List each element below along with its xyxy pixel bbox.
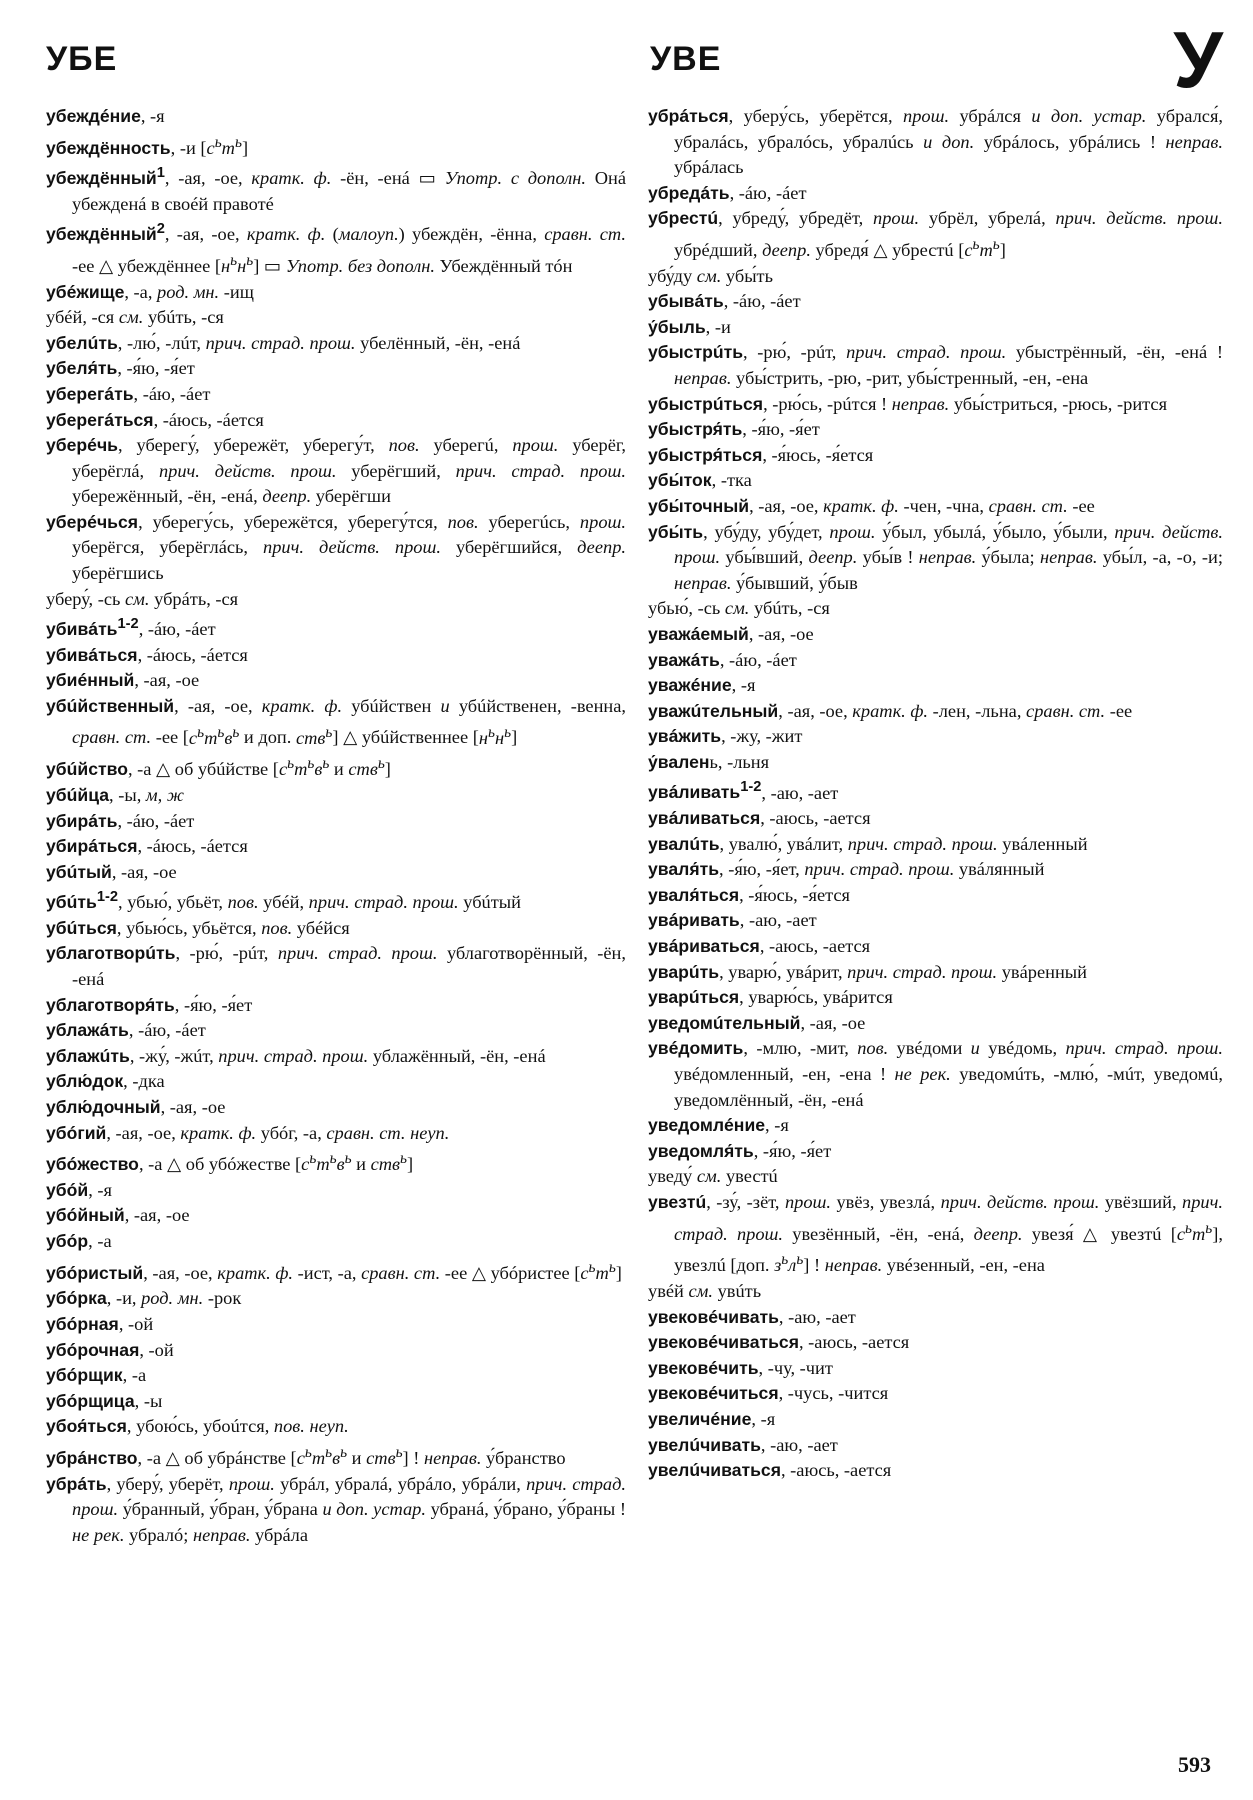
dictionary-entry: уберегáться, -áюсь, -áется [46, 409, 264, 430]
dictionary-entry: убыстрúться, -рю́сь, -рúтся ! неправ. убы́стриться, -рюсь, -рится [648, 393, 1168, 414]
dictionary-entry: увáливать$^{1-2}$, -аю, -ает [648, 779, 839, 803]
dictionary-entry: убредáть, -áю, -áет [648, 182, 807, 203]
dictionary-entry: ублю́док, -дка [46, 1071, 165, 1092]
dictionary-entry: убы́ток, -тка [648, 470, 752, 491]
dictionary-entry: уберегáть, -áю, -áет [46, 383, 211, 404]
dictionary-entry: увелúчиваться, -аюсь, -ается [648, 1460, 892, 1481]
dictionary-entry: убóр, -а [46, 1231, 112, 1251]
dictionary-entry: увалúть, увалю́, увáлит, прич. страд. прош. увáленный [648, 833, 1088, 854]
dictionary-entry: убúйца, -ы, м, ж [46, 784, 184, 805]
dictionary-entry: убóрщик, -а [46, 1365, 147, 1386]
dictionary-entry: у́валень, -льня [648, 751, 770, 772]
dictionary-entry: увелúчивать, -аю, -ает [648, 1434, 838, 1455]
dictionary-entry: увековéчиваться, -аюсь, -ается [648, 1332, 910, 1353]
dictionary-entry: убы́ть, убу́ду, убу́дет, прош. у́был, убылá, у́было, у́были, прич. действ. прош. убы́вший, деепр. убы́в ! неправ. у́была; неправ. убы́л, -а, -о, -и; неправ. у́бывший, у́быв [648, 521, 1224, 593]
dictionary-entry: убы́точный, -ая, -ое, кратк. ф. -чен, -чна, сравн. ст. -ее [648, 496, 1095, 517]
running-head-right: УВЕ [650, 40, 722, 78]
dictionary-entry: убóрка, -и, род. мн. -рок [46, 1288, 242, 1309]
dictionary-entry: убúтый, -ая, -ое [46, 861, 177, 882]
dictionary-entry: у́быль, -и [648, 316, 731, 337]
dictionary-entry: увáливаться, -аюсь, -ается [648, 808, 871, 829]
dictionary-entry: уважáемый, -ая, -ое [648, 624, 814, 644]
dictionary-entry: увековéчиться, -чусь, -чится [648, 1383, 889, 1404]
dictionary-entry: убрестú, убреду́, убредёт, прош. убрёл, убрелá, прич. действ. прош. убрéдший, деепр. убредя́ △ убрестú $[с^ьт^ь]$ [648, 208, 1223, 261]
dictionary-entry: убеждéние, -я [46, 106, 165, 126]
dictionary-entry: убúйство, -а △ об убúйстве [$с^ьт^ьв^ь$ и ств$^ь$] [46, 755, 391, 780]
dictionary-entry: уважáть, -áю, -áет [648, 649, 797, 670]
dictionary-entry: убыстря́ться, -я́юсь, -я́ется [648, 444, 874, 465]
dictionary-entry: убью́, -сь см. убúть, -ся [648, 598, 830, 619]
dictionary-entry: убеждённость, -и $[с^ьт^ь]$ [46, 133, 249, 158]
dictionary-entry: убóрная, -ой [46, 1313, 154, 1334]
dictionary-entry: убеждённый$^2$, -ая, -ое, кратк. ф. (малоуп.) убеждён, -ённа, сравн. ст. -ее △ убеждённее $[н^ьн^ь]$ ▭ Употр. без дополн. Убеждённый тóн [46, 221, 626, 276]
dictionary-entry: убыстрúть, -рю́, -рúт, прич. страд. прош. убыстрённый, -ён, -енá ! неправ. убы́стрить, -рю, -рит, убы́стренный, -ен, -ена [648, 342, 1223, 389]
dictionary-entry: убрáнство, -а △ об убрáнстве [$с^ьт^ьв^ь$ и ств$^ь$] ! неправ. у́бранство [46, 1443, 566, 1468]
dictionary-entry: уведомúтельный, -ая, -ое [648, 1012, 866, 1033]
dictionary-entry: ублажúть, -жу́, -жúт, прич. страд. прош. ублажённый, -ён, -енá [46, 1045, 546, 1066]
page-number: 593 [1178, 1752, 1211, 1777]
dictionary-entry: уважúтельный, -ая, -ое, кратк. ф. -лен, -льна, сравн. ст. -ее [648, 700, 1133, 721]
dictionary-entry: увéй см. увúть [648, 1280, 762, 1301]
dictionary-entry: убéй, -ся см. убúть, -ся [46, 307, 224, 328]
dictionary-entry: уваля́ться, -я́юсь, -я́ется [648, 884, 850, 905]
dictionary-entry: уберу́, -сь см. убрáть, -ся [46, 588, 239, 609]
dictionary-entry: убóй, -я [46, 1179, 112, 1200]
section-letter: У [1173, 15, 1223, 104]
dictionary-entry: увéдомить, -млю, -мит, пов. увéдоми и увéдомь, прич. страд. прош. увéдомленный, -ен, -ена ! не рек. уведомúть, -млю́, -мúт, уведомú, уведомлённый, -ён, -енá [648, 1038, 1224, 1110]
dictionary-entry: уберéчься, уберегу́сь, убережётся, уберегу́тся, пов. уберегúсь, прош. уберёгся, уберёглáсь, прич. действ. прош. уберёгшийся, деепр. уберёгшись [46, 511, 626, 584]
right-column [648, 104, 1223, 1484]
running-head-left: УБЕ [46, 40, 118, 78]
dictionary-entry: уварúть, уварю́, увáрит, прич. страд. прош. увáренный [648, 961, 1088, 982]
dictionary-entry: уведомля́ть, -я́ю, -я́ет [648, 1140, 832, 1161]
dictionary-entry: убиéнный, -ая, -ое [46, 670, 200, 691]
dictionary-entry: убрáться, уберу́сь, уберётся, прош. убрáлся и доп. устар. убрался́, убралáсь, убралóсь, убралúсь и доп. убрáлось, убрáлись ! неправ. убрáлась [648, 106, 1223, 178]
dictionary-entry: убирáться, -áюсь, -áется [46, 836, 248, 857]
dictionary-entry: убóйный, -ая, -ое [46, 1205, 190, 1226]
dictionary-entry: убéжище, -а, род. мн. -ищ [46, 281, 254, 302]
dictionary-entry: ублаготворя́ть, -я́ю, -я́ет [46, 994, 253, 1015]
dictionary-entry: убеждённый$^1$, -ая, -ое, кратк. ф. -ён, -енá ▭ Употр. с дополн. Онá убежденá в своéй правотé [46, 165, 626, 214]
dictionary-entry: убирáть, -áю, -áет [46, 810, 195, 831]
dictionary-entry: убелúть, -лю́, -лúт, прич. страд. прош. убелённый, -ён, -енá [46, 332, 521, 353]
dictionary-entry: убыстря́ть, -я́ю, -я́ет [648, 419, 820, 440]
dictionary-entry: убу́ду см. убы́ть [648, 265, 773, 286]
dictionary-entry: убивáться, -áюсь, -áется [46, 644, 248, 665]
dictionary-entry: убóрщица, -ы [46, 1390, 163, 1411]
dictionary-entry: увáриваться, -аюсь, -ается [648, 935, 871, 956]
dictionary-entry: убывáть, -áю, -áет [648, 291, 801, 312]
dictionary-entry: убóристый, -ая, -ое, кратк. ф. -ист, -а, сравн. ст. -ее △ убóристее $[с^ьт^ь]$ [46, 1258, 622, 1283]
dictionary-entry: убúть$^{1-2}$, убью́, убьёт, пов. убéй, прич. страд. прош. убúтый [46, 889, 521, 913]
dictionary-entry: убóрочная, -ой [46, 1339, 174, 1360]
dictionary-entry: увáривать, -аю, -ает [648, 910, 817, 931]
dictionary-entry: убеля́ть, -я́ю, -я́ет [46, 358, 195, 379]
dictionary-entry: уведу́ см. увестú [648, 1166, 778, 1187]
dictionary-entry: убúться, убью́сь, убьётся, пов. убéйся [46, 917, 350, 938]
dictionary-entry: увезтú, -зу́, -зёт, прош. увёз, увезлá, прич. действ. прош. увёзший, прич. страд. прош. увезённый, -ён, -енá, деепр. увезя́ △ увезтú $[с^ьт^ь]$, увезлú [доп. $з^ьл^ь$] ! неправ. увéзенный, -ен, -ена [648, 1191, 1223, 1276]
dictionary-entry: убрáть, уберу́, уберёт, прош. убрáл, убралá, убрáло, убрáли, прич. страд. прош. у́бранный, у́бран, у́брана и доп. устар. убранá, у́брано, у́браны ! не рек. убралó; неправ. убрáла [46, 1473, 626, 1545]
dictionary-entry: увеличéние, -я [648, 1408, 776, 1429]
dictionary-entry: убóжество, -а △ об убóжестве [$с^ьт^ьв^ь$ и ств$^ь$] [46, 1150, 414, 1175]
dictionary-entry: ублю́дочный, -ая, -ое [46, 1096, 226, 1117]
dictionary-entry: уважéние, -я [648, 675, 756, 696]
dictionary-entry: увековéчивать, -аю, -ает [648, 1306, 856, 1327]
dictionary-entry: уберéчь, уберегу́, убережёт, уберегу́т, пов. уберегú, прош. уберёг, уберёглá, прич. действ. прош. уберёгший, прич. страд. прош. убережённый, -ён, -енá, деепр. уберёгши [46, 435, 626, 507]
dictionary-entry: уведомлéние, -я [648, 1115, 789, 1136]
dictionary-entry: уваля́ть, -я́ю, -я́ет, прич. страд. прош. увáлянный [648, 859, 1045, 880]
dictionary-entry: убóгий, -ая, -ое, кратк. ф. убóг, -а, сравн. ст. неуп. [46, 1122, 450, 1143]
dictionary-entry: ублаготворúть, -рю́, -рúт, прич. страд. прош. ублаготворённый, -ён, -енá [46, 943, 626, 989]
dictionary-entry: уварúться, уварю́сь, увáрится [648, 987, 893, 1008]
dictionary-entry: убоя́ться, убою́сь, убоúтся, пов. неуп. [46, 1416, 349, 1437]
dictionary-entry: увáжить, -жу, -жит [648, 726, 803, 747]
dictionary-entry: убúйственный, -ая, -ое, кратк. ф. убúйствен и убúйственен, -венна, сравн. ст. -ее [$с^ьт^ьв^ь$ и доп. ств$^ь$] △ убúйственнее $[н^ьн^ь]$ [46, 695, 627, 748]
left-column [46, 104, 626, 1548]
dictionary-entry: ублажáть, -áю, -áет [46, 1020, 206, 1041]
dictionary-entry: увековéчить, -чу, -чит [648, 1357, 833, 1378]
dictionary-entry: убивáть$^{1-2}$, -áю, -áет [46, 616, 216, 640]
